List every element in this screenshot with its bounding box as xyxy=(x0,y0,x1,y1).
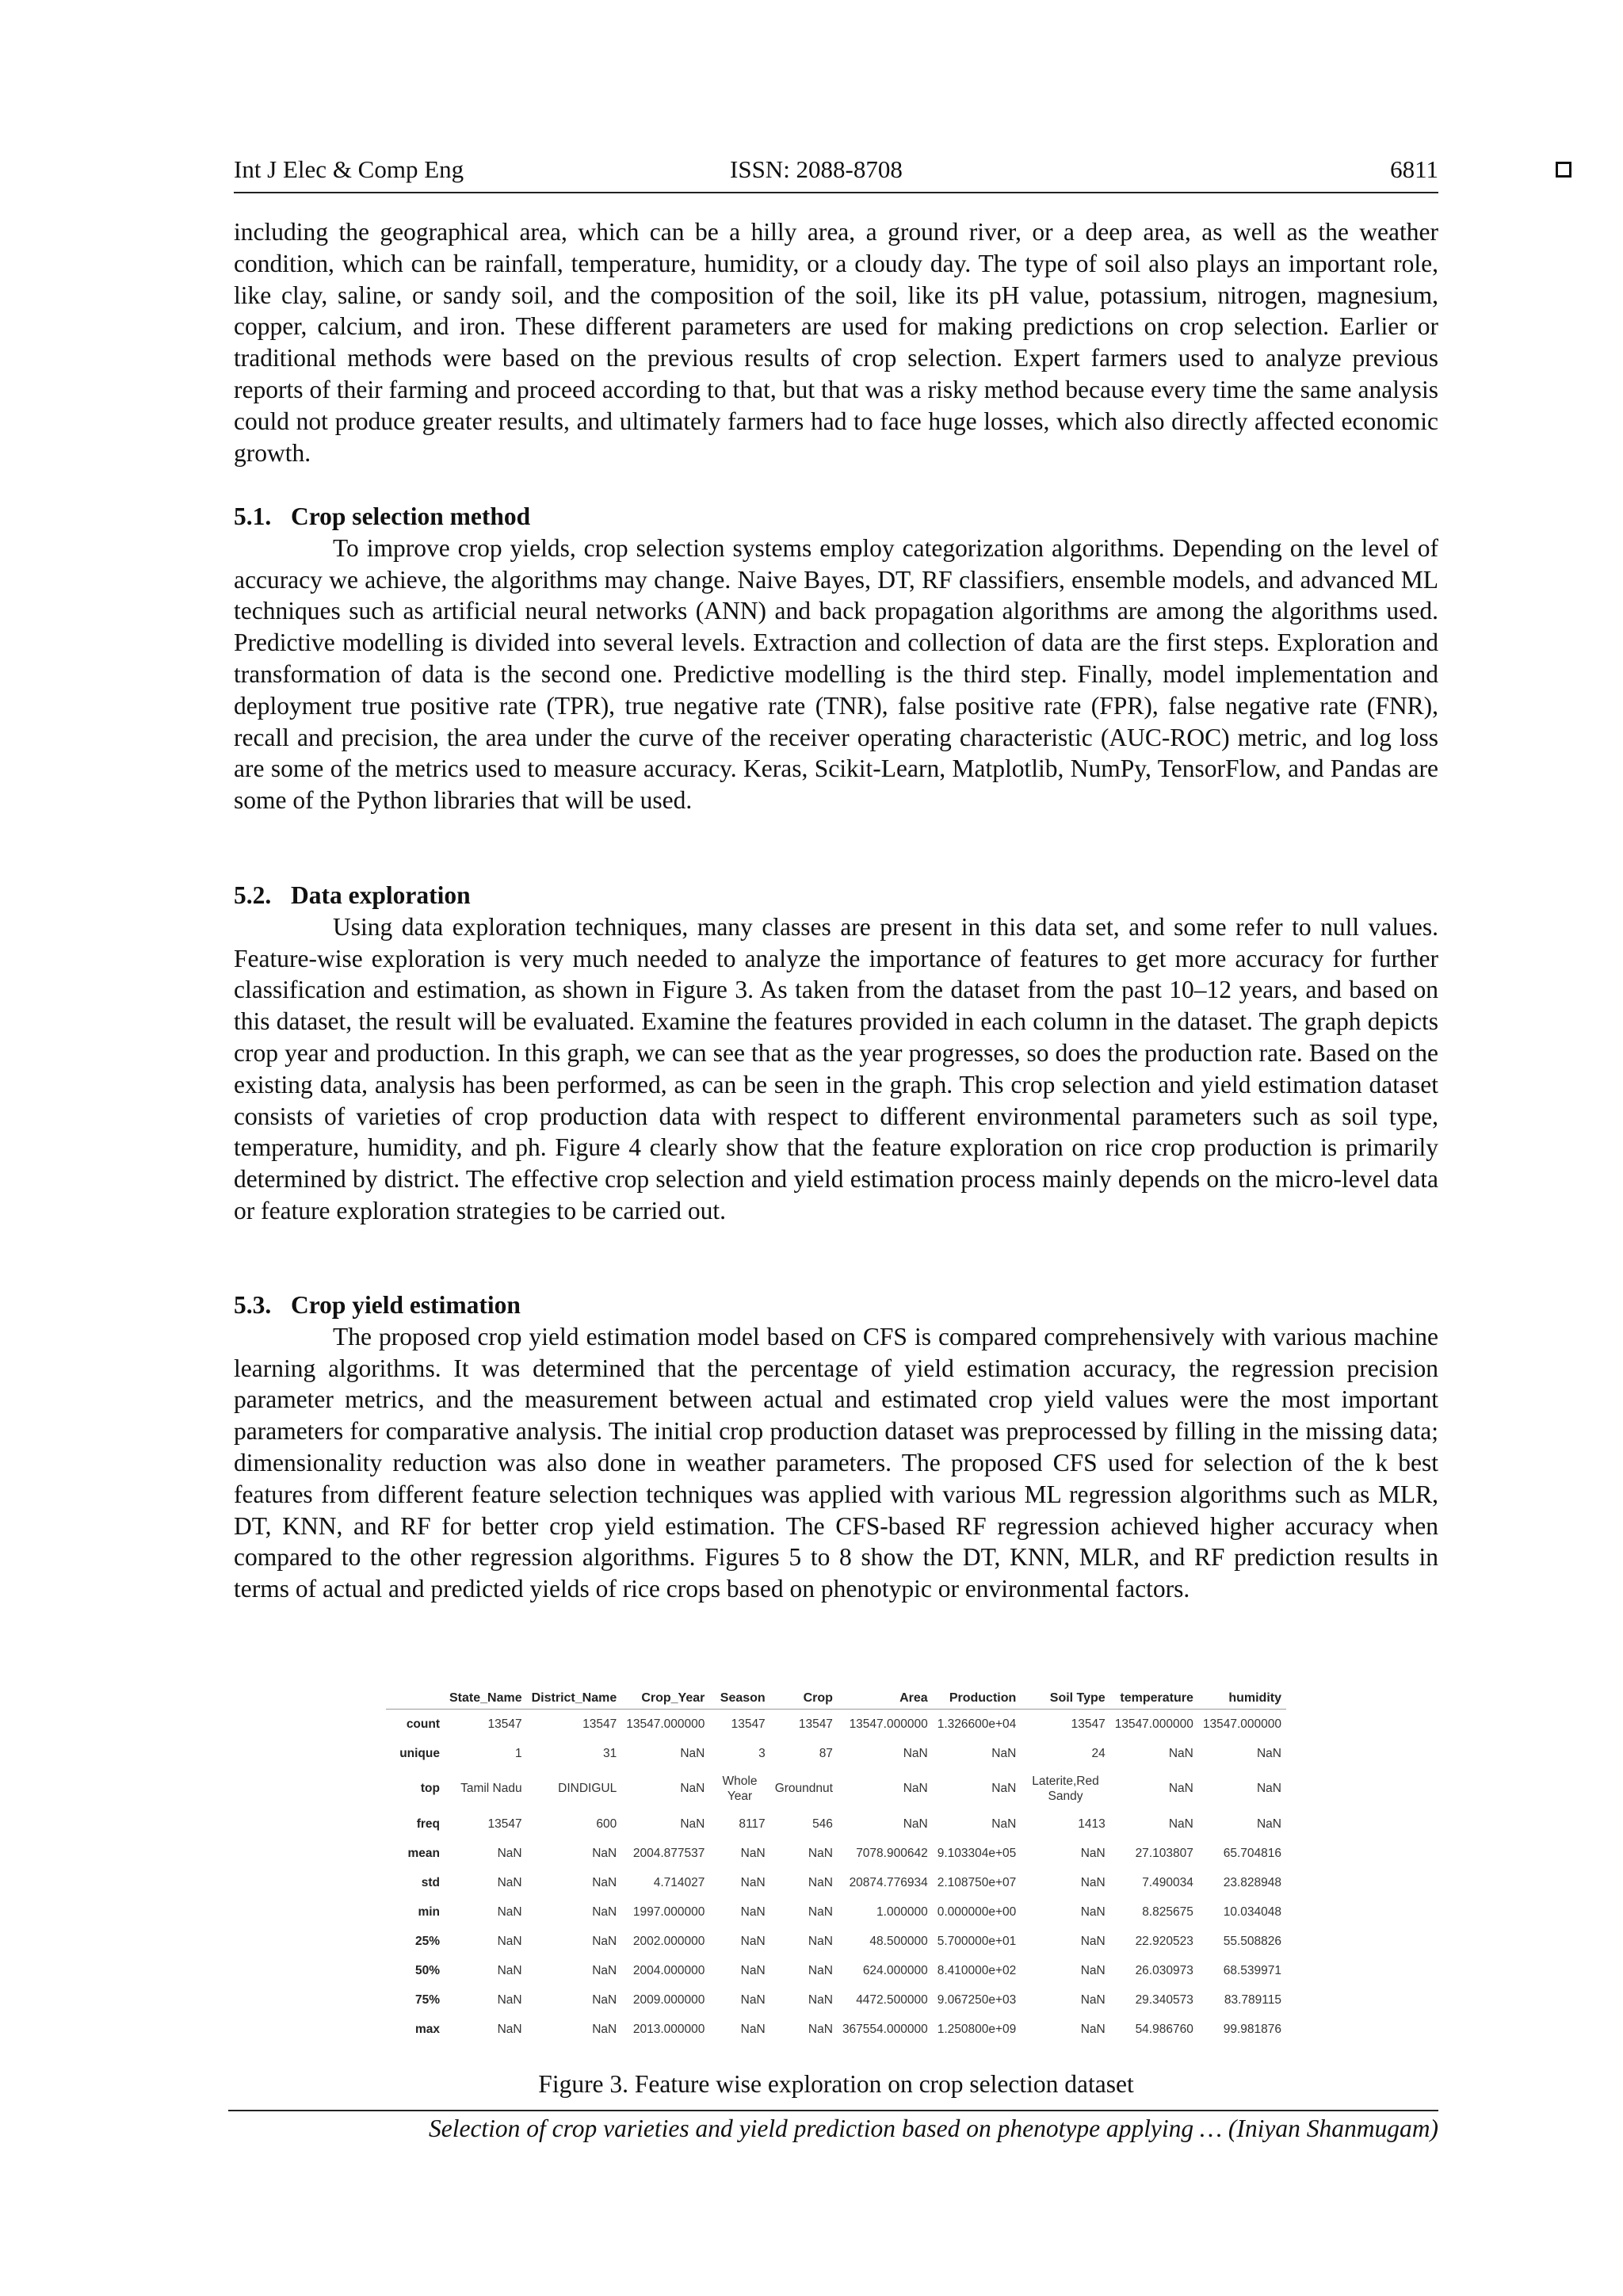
table-cell: NaN xyxy=(740,1934,766,1948)
table-cell: NaN xyxy=(1080,1963,1106,1977)
section-paragraph: The proposed crop yield estimation model based on CFS is compared comprehensively with various machine learning algorithms. It was determined that the percentage of yield estimation accuracy, the regression precision parameter metrics, and the measurement between actual and estimated crop yield values were the most important parameters for comparative analysis. The initial crop production dataset was preprocessed by filling in the missing data; dimensionality reduction was also done in weather parameters. The proposed CFS used for selection of the k best features from different feature selection techniques was applied with various ML regression algorithms such as MLR, DT, KNN, and RF for better crop yield estimation. The CFS-based RF regression achieved higher accuracy when compared to the other regression algorithms. Figures 5 to 8 show the DT, KNN, MLR, and RF prediction results in terms of actual and predicted yields of rice crops based on phenotypic or environmental factors. xyxy=(234,1322,1438,1603)
row-label: min xyxy=(418,1904,440,1919)
running-header xyxy=(234,155,1438,193)
table-cell: 20874.776934 xyxy=(849,1875,928,1889)
table-cell: 2004.000000 xyxy=(632,1963,705,1977)
row-label: std xyxy=(421,1875,440,1889)
table-cell: Tamil Nadu xyxy=(460,1782,522,1795)
table-cell: NaN xyxy=(497,1963,522,1977)
section-heading xyxy=(234,501,1438,533)
column-header: Area xyxy=(838,1687,933,1710)
column-header: Production xyxy=(933,1687,1022,1710)
column-header: Crop xyxy=(770,1687,838,1710)
table-cell: NaN xyxy=(808,1963,833,1977)
table-cell: NaN xyxy=(497,1904,522,1919)
table-cell: NaN xyxy=(991,1782,1017,1795)
table-cell: 13547.000000 xyxy=(1114,1717,1193,1731)
table-row xyxy=(386,1768,1286,1809)
table-cell: 7.490034 xyxy=(1142,1875,1193,1889)
table-cell: NaN xyxy=(903,1782,928,1795)
table-cell: Groundnut xyxy=(774,1782,833,1795)
table-cell xyxy=(1021,1768,1109,1809)
table-cell: 83.789115 xyxy=(1224,1992,1281,2007)
table-cell: 23.828948 xyxy=(1223,1875,1281,1889)
table-cell: 1.250800e+09 xyxy=(937,2022,1017,2036)
intro-paragraph: including the geographical area, which can be a hilly area, a ground river, or a deep area, as well as the weather condition, which can be rainfall, temperature, humidity, or a cloudy day. The type of soil also plays an important role, like clay, saline, or sandy soil, and the composition of the soil, like its pH value, potassium, nitrogen, magnesium, copper, calcium, and iron. These different parameters are used for making predictions on crop selection. Earlier or traditional methods were based on the previous results of crop selection. Expert farmers used to analyze previous reports of their farming and proceed according to that, but that was a risky method because every time the same analysis could not produce greater results, and ultimately farmers had to face huge losses, which also directly affected economic growth. xyxy=(234,218,1438,467)
table-cell: 1997.000000 xyxy=(632,1904,705,1919)
table-cell: NaN xyxy=(592,1875,617,1889)
table-row xyxy=(386,1710,1286,1740)
table-body xyxy=(386,1710,1286,2045)
section-heading xyxy=(234,880,1438,911)
table-cell: 13547 xyxy=(731,1717,766,1731)
table-cell: 2009.000000 xyxy=(632,1992,705,2007)
table-cell: NaN xyxy=(680,1746,705,1760)
table-cell: 546 xyxy=(812,1817,833,1831)
section-title: Crop selection method xyxy=(291,502,531,530)
table-cell: NaN xyxy=(808,1904,833,1919)
table-cell: 2004.877537 xyxy=(632,1846,705,1860)
table-cell: 27.103807 xyxy=(1135,1846,1193,1860)
section-title: Data exploration xyxy=(291,881,471,909)
row-label: max xyxy=(414,2022,440,2036)
table-cell: NaN xyxy=(808,1992,833,2007)
table-cell: 5.700000e+01 xyxy=(937,1934,1017,1948)
table-cell: NaN xyxy=(497,1992,522,2007)
table-cell: NaN xyxy=(592,1963,617,1977)
table-cell: NaN xyxy=(592,1904,617,1919)
table-cell: 87 xyxy=(819,1746,833,1760)
table-cell: NaN xyxy=(1080,1875,1106,1889)
index-header xyxy=(386,1687,445,1710)
table-cell: 13547 xyxy=(1071,1717,1106,1731)
table-cell: 10.034048 xyxy=(1223,1904,1281,1919)
row-label: mean xyxy=(407,1846,440,1860)
table-cell: NaN xyxy=(1168,1817,1193,1831)
table-row xyxy=(386,1897,1286,1927)
table-cell: NaN xyxy=(740,1963,766,1977)
table-header-row xyxy=(386,1687,1286,1710)
section-number: 5.3. xyxy=(234,1291,272,1319)
table-cell xyxy=(709,1768,769,1809)
table-cell: 8117 xyxy=(739,1817,766,1831)
table-row xyxy=(386,1839,1286,1868)
issn: ISSN: 2088-8708 xyxy=(730,155,903,183)
table-cell: 8.825675 xyxy=(1142,1904,1193,1919)
column-header: Season xyxy=(709,1687,769,1710)
table-cell: 2013.000000 xyxy=(632,2022,705,2036)
table-cell: 7078.900642 xyxy=(856,1846,928,1860)
describe-table xyxy=(386,1687,1286,2044)
table-cell: DINDIGUL xyxy=(558,1782,617,1795)
section-number: 5.1. xyxy=(234,502,272,530)
table-cell: NaN xyxy=(808,1846,833,1860)
table-cell: NaN xyxy=(1080,1904,1106,1919)
table-cell: NaN xyxy=(592,2022,617,2036)
table-cell: 54.986760 xyxy=(1135,2022,1193,2036)
column-header: Crop_Year xyxy=(621,1687,709,1710)
table-cell: NaN xyxy=(497,1846,522,1860)
table-cell: NaN xyxy=(991,1746,1017,1760)
table-cell: 13547 xyxy=(582,1717,617,1731)
section-5-1 xyxy=(234,501,1438,816)
table-cell: NaN xyxy=(903,1817,928,1831)
table-cell: NaN xyxy=(592,1992,617,2007)
table-cell: 29.340573 xyxy=(1135,1992,1193,2007)
table-cell: NaN xyxy=(1256,1782,1281,1795)
table-cell: 13547 xyxy=(487,1717,522,1731)
table-cell: 68.539971 xyxy=(1223,1963,1281,1977)
table-row xyxy=(386,1956,1286,1985)
row-label: freq xyxy=(416,1817,440,1831)
table-cell: 26.030973 xyxy=(1135,1963,1193,1977)
table-cell: NaN xyxy=(680,1817,705,1831)
table-cell: NaN xyxy=(1256,1746,1281,1760)
table-cell: 2.108750e+07 xyxy=(937,1875,1017,1889)
table-cell: 24 xyxy=(1091,1746,1106,1760)
table-cell: NaN xyxy=(497,2022,522,2036)
table-cell: 31 xyxy=(602,1746,617,1760)
section-paragraph: To improve crop yields, crop selection systems employ categorization algorithms. Depending on the level of accuracy we achieve, the algorithms may change. Naive Bayes, DT, RF classifiers, ensemble models, and advanced ML techniques such as artificial neural networks (ANN) and back propagation algorithms are among the algorithms used. Predictive modelling is divided into several levels. Extraction and collection of data are the first steps. Exploration and transformation of data is the second one. Predictive modelling is the third step. Finally, model implementation and deployment true positive rate (TPR), true negative rate (TNR), false positive rate (FPR), false negative rate (FNR), recall and precision, the area under the curve of the receiver operating characteristic (AUC-ROC) metric, and log loss are some of the metrics used to measure accuracy. Keras, Scikit-Learn, Matplotlib, NumPy, TensorFlow, and Pandas are some of the Python libraries that will be used. xyxy=(234,533,1438,815)
table-row xyxy=(386,1868,1286,1897)
row-label: 50% xyxy=(414,1963,440,1977)
column-header: District_Name xyxy=(527,1687,622,1710)
table-cell: NaN xyxy=(592,1934,617,1948)
table-cell: 13547.000000 xyxy=(849,1717,928,1731)
section-5-3 xyxy=(234,1289,1438,1605)
table-cell: 9.067250e+03 xyxy=(937,1992,1017,2007)
row-label: 25% xyxy=(414,1934,440,1948)
table-cell: NaN xyxy=(740,1904,766,1919)
table-cell: 624.000000 xyxy=(862,1963,928,1977)
table-row xyxy=(386,1985,1286,2015)
table-cell: 1.326600e+04 xyxy=(937,1717,1017,1731)
table-cell: NaN xyxy=(497,1875,522,1889)
section-paragraph: Using data exploration techniques, many classes are present in this data set, and some refer to null values. Feature-wise exploration is very much needed to analyze the importance of features to get more accuracy for further classification and estimation, as shown in Figure 3. As taken from the dataset from the past 10–12 years, and based on this dataset, the result will be evaluated. Examine the features provided in each column in the dataset. The graph depicts crop year and production. In this graph, we can see that as the year progresses, so does the production rate. Based on the existing data, analysis has been performed, as can be seen in the graph. This crop selection and yield estimation dataset consists of varieties of crop production data with respect to different environmental parameters such as soil type, temperature, humidity, and ph. Figure 4 clearly show that the feature exploration on rice crop production is primarily determined by district. The effective crop selection and yield estimation process mainly depends on the micro-level data or feature exploration strategies to be carried out. xyxy=(234,912,1438,1224)
column-header: Soil Type xyxy=(1021,1687,1109,1710)
table-cell: 8.410000e+02 xyxy=(937,1963,1017,1977)
table-cell: NaN xyxy=(740,2022,766,2036)
table-cell: 9.103304e+05 xyxy=(937,1846,1017,1860)
table-cell: NaN xyxy=(740,1875,766,1889)
table-cell: 55.508826 xyxy=(1223,1934,1281,1948)
table-cell: 13547 xyxy=(798,1717,833,1731)
table-cell: 22.920523 xyxy=(1135,1934,1193,1948)
table-cell: 4.714027 xyxy=(653,1875,705,1889)
table-cell: NaN xyxy=(740,1992,766,2007)
running-footer: Selection of crop varieties and yield prediction based on phenotype applying … (Iniyan Shanmugam) xyxy=(228,2110,1438,2143)
table-cell: NaN xyxy=(1256,1817,1281,1831)
square-bullet-icon xyxy=(1556,162,1571,178)
section-number: 5.2. xyxy=(234,881,272,909)
row-label: 75% xyxy=(414,1992,440,2007)
figure-caption: Figure 3. Feature wise exploration on crop selection dataset xyxy=(538,2070,1134,2098)
table-cell: 13547.000000 xyxy=(1202,1717,1281,1731)
table-cell: NaN xyxy=(1080,1846,1106,1860)
section-5-2 xyxy=(234,880,1438,1227)
table-cell: NaN xyxy=(991,1817,1017,1831)
section-heading xyxy=(234,1289,1438,1321)
table-cell: NaN xyxy=(1168,1746,1193,1760)
row-label: top xyxy=(420,1782,440,1795)
table-cell: 13547 xyxy=(487,1817,522,1831)
journal-name: Int J Elec & Comp Eng xyxy=(234,155,464,183)
table-cell: 48.500000 xyxy=(869,1934,928,1948)
table-cell: NaN xyxy=(680,1782,705,1795)
row-label: unique xyxy=(399,1746,440,1760)
table-cell: 0.000000e+00 xyxy=(937,1904,1017,1919)
table-row xyxy=(386,1739,1286,1768)
table-cell: 1.000000 xyxy=(876,1904,928,1919)
table-cell: 2002.000000 xyxy=(632,1934,705,1948)
table-row xyxy=(386,2015,1286,2044)
table-cell: NaN xyxy=(808,1875,833,1889)
column-header: State_Name xyxy=(445,1687,527,1710)
table-cell: 4472.500000 xyxy=(856,1992,928,2007)
table-cell: NaN xyxy=(740,1846,766,1860)
table-row xyxy=(386,1809,1286,1839)
figure-3-table xyxy=(386,1687,1286,2059)
table-cell: 65.704816 xyxy=(1223,1846,1281,1860)
table-cell: NaN xyxy=(592,1846,617,1860)
table-cell: NaN xyxy=(1080,1992,1106,2007)
table-cell: 13547.000000 xyxy=(626,1717,705,1731)
column-header: humidity xyxy=(1198,1687,1286,1710)
table-cell: 3 xyxy=(758,1746,766,1760)
row-label: count xyxy=(406,1717,440,1731)
table-cell: NaN xyxy=(1080,2022,1106,2036)
table-row xyxy=(386,1927,1286,1956)
table-cell: 1413 xyxy=(1078,1817,1106,1831)
page-number: 6811 xyxy=(1390,155,1438,183)
column-header: temperature xyxy=(1110,1687,1198,1710)
table-cell: NaN xyxy=(808,1934,833,1948)
table-cell: NaN xyxy=(1080,1934,1106,1948)
table-cell: NaN xyxy=(497,1934,522,1948)
table-cell: 1 xyxy=(514,1746,522,1760)
table-cell: 600 xyxy=(596,1817,617,1831)
section-title: Crop yield estimation xyxy=(291,1291,521,1319)
table-cell: 99.981876 xyxy=(1223,2022,1281,2036)
table-cell: NaN xyxy=(808,2022,833,2036)
wrapped-cell-text: Laterite,Red Sandy xyxy=(1032,1775,1099,1803)
table-cell: NaN xyxy=(903,1746,928,1760)
wrapped-cell-text: Whole Year xyxy=(722,1775,758,1803)
table-cell: 367554.000000 xyxy=(842,2022,928,2036)
table-cell: NaN xyxy=(1168,1782,1193,1795)
